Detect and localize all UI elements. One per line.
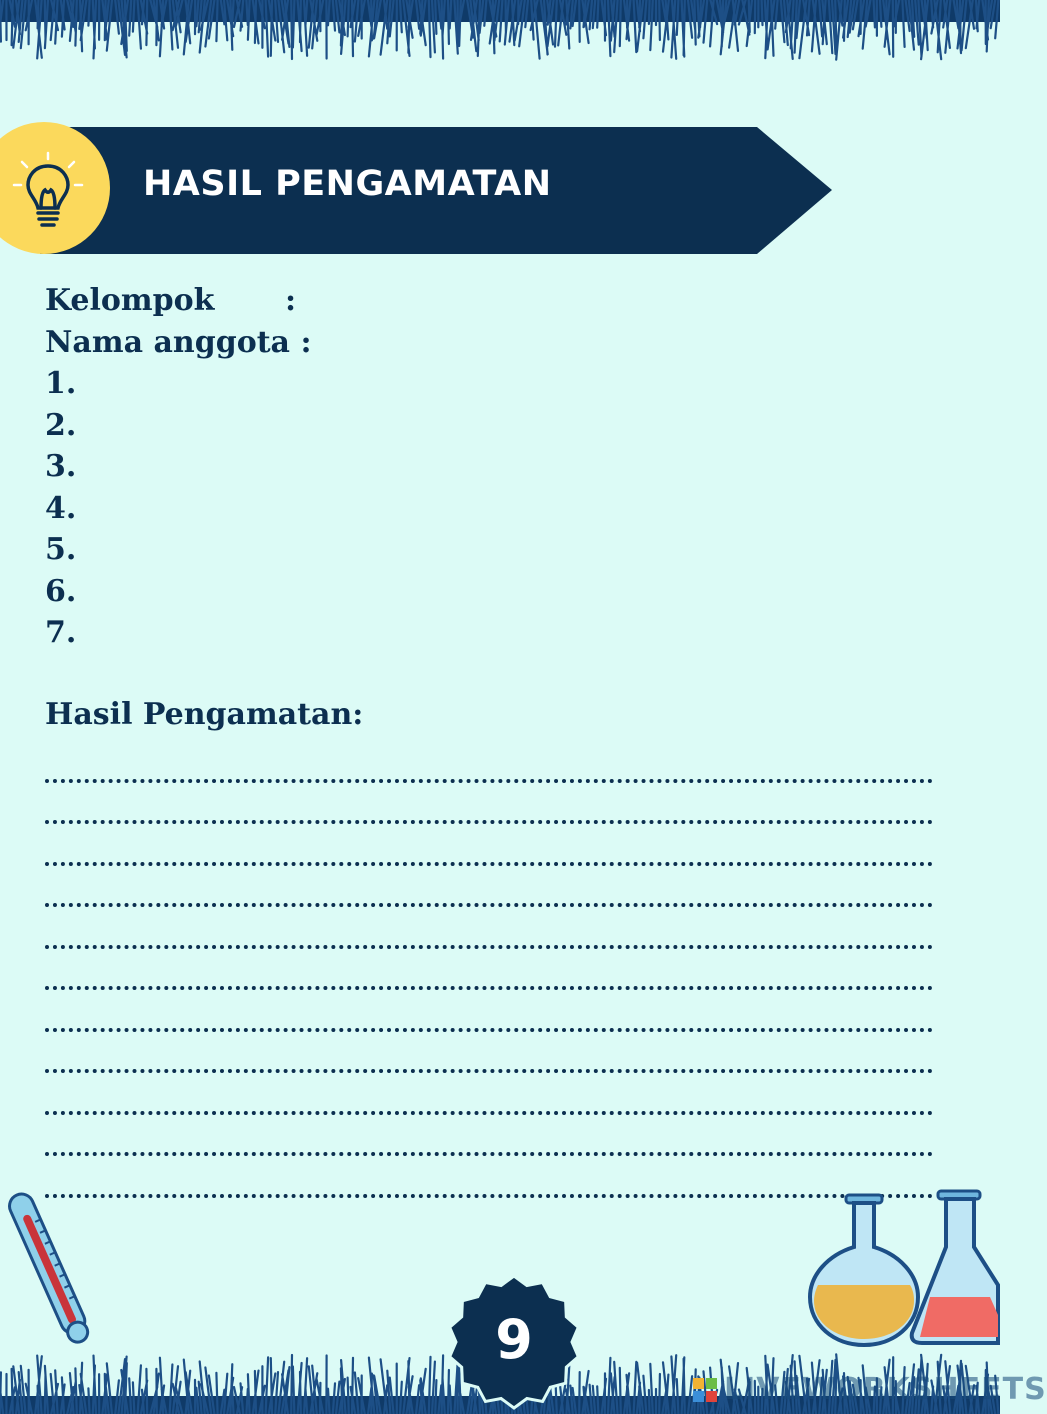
- answer-line[interactable]: [45, 1082, 933, 1124]
- answer-line[interactable]: [45, 792, 933, 834]
- group-label: Kelompok: [45, 283, 215, 318]
- answer-line[interactable]: [45, 833, 933, 875]
- member-item[interactable]: 3.: [45, 449, 77, 484]
- group-field[interactable]: [45, 280, 945, 322]
- group-colon: :: [285, 283, 297, 318]
- answer-line[interactable]: [45, 1124, 933, 1166]
- lightbulb-icon: [12, 150, 84, 240]
- page-number: 9: [495, 1308, 533, 1371]
- member-item[interactable]: 6.: [45, 573, 77, 609]
- answer-line[interactable]: [45, 1041, 933, 1083]
- answer-line[interactable]: [45, 750, 933, 792]
- answer-line[interactable]: [45, 916, 933, 958]
- member-item[interactable]: 7.: [45, 615, 77, 650]
- thermometer-icon: [0, 1180, 110, 1360]
- liveworksheets-logo-icon: [693, 1378, 717, 1402]
- member-item[interactable]: 5.: [45, 532, 77, 567]
- answer-line[interactable]: [45, 999, 933, 1041]
- member-item[interactable]: 1.: [45, 366, 77, 401]
- observation-title: Hasil Pengamatan:: [45, 697, 364, 732]
- member-item[interactable]: 4.: [45, 490, 77, 526]
- grass-border-top: [0, 0, 1000, 66]
- member-item[interactable]: 2.: [45, 407, 77, 443]
- watermark-text: LIVEWORKSHEETS: [724, 1372, 1047, 1407]
- members-label: Nama anggota :: [45, 324, 312, 360]
- member-list: [45, 363, 945, 654]
- answer-line[interactable]: [45, 958, 933, 1000]
- answer-line[interactable]: [45, 875, 933, 917]
- group-info: [45, 280, 945, 654]
- observation-answer-area: [45, 750, 933, 1207]
- lab-flasks-icon: [800, 1185, 1000, 1355]
- page-title: HASIL PENGAMATAN: [143, 164, 552, 204]
